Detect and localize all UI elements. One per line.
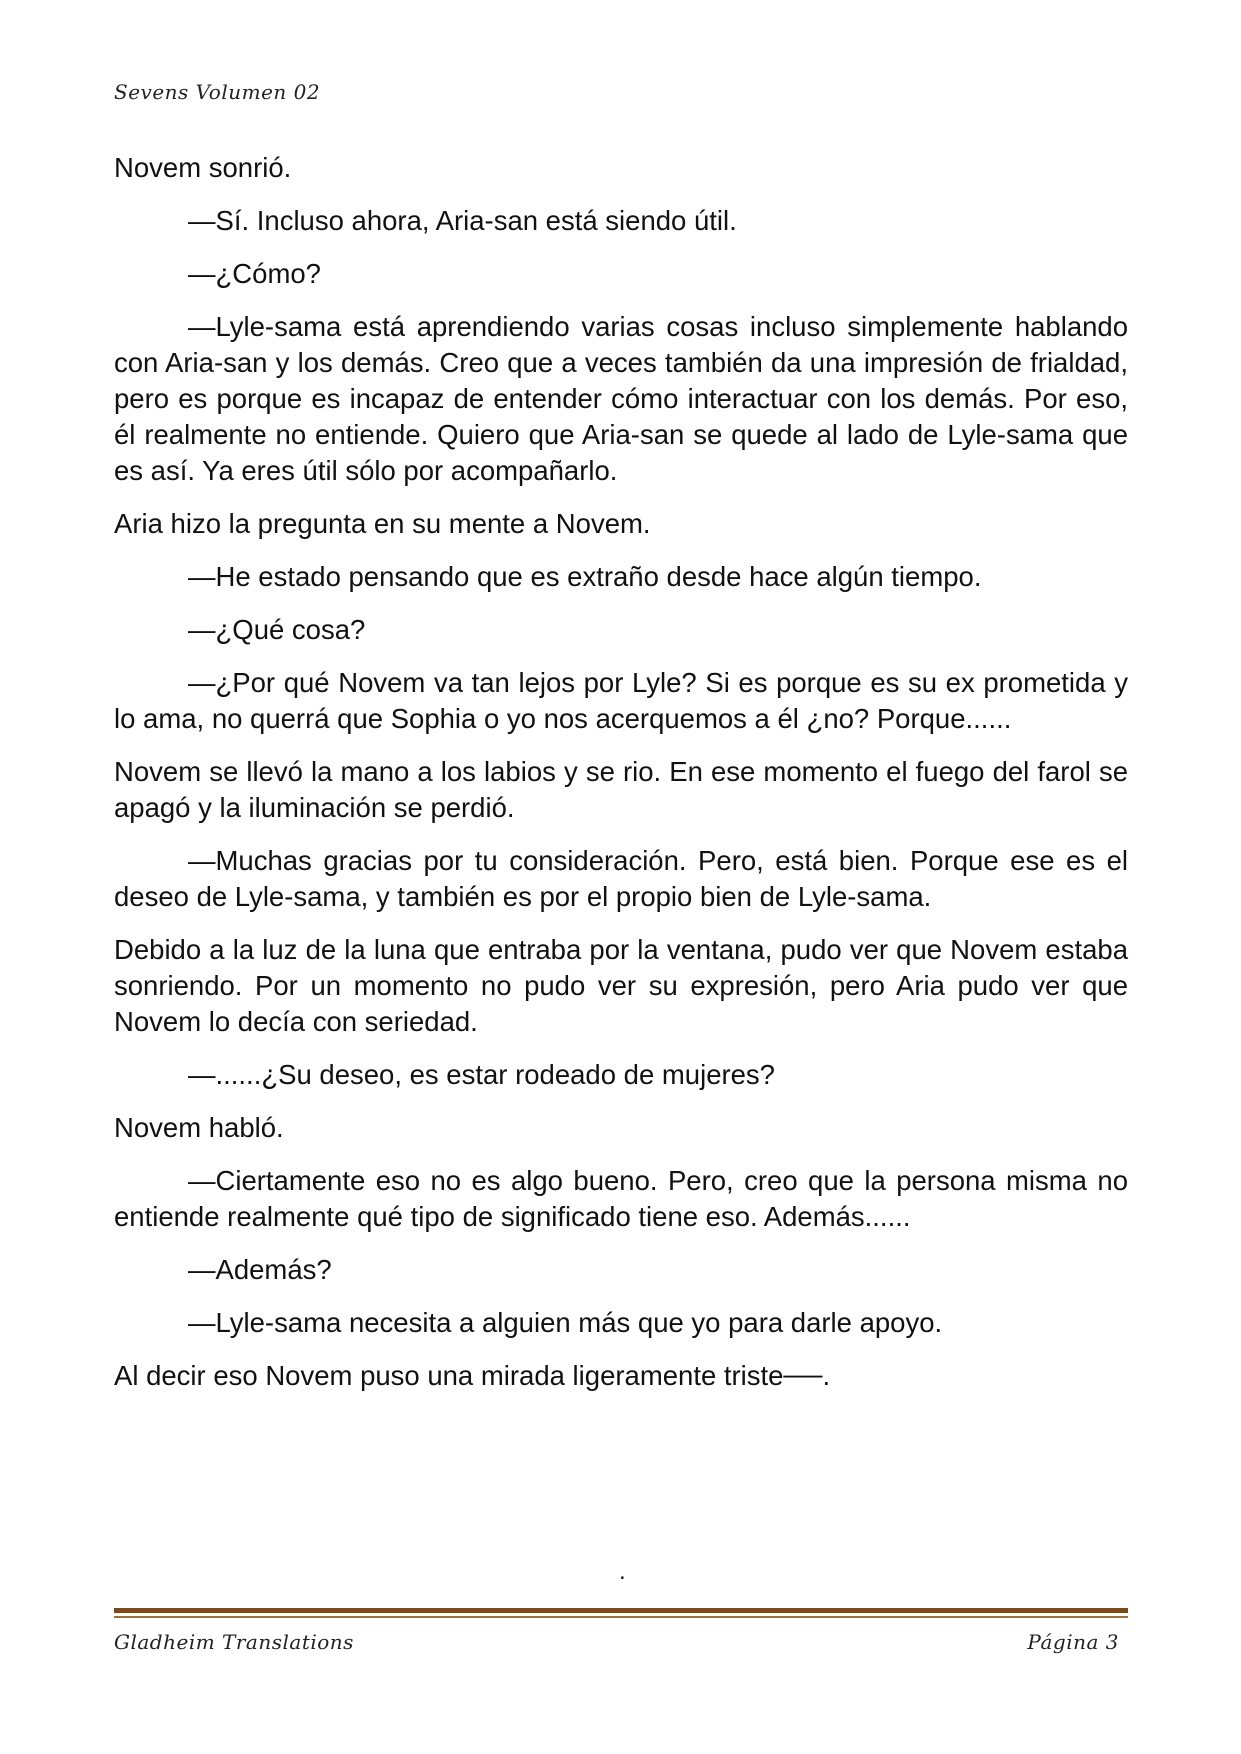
paragraph: —Lyle-sama necesita a alguien más que yo para darle apoyo. <box>188 1307 943 1338</box>
paragraph: —Sí. Incluso ahora, Aria-san está siendo útil. <box>188 205 737 236</box>
running-header: Sevens Volumen 02 <box>114 80 321 104</box>
paragraph: Novem habló. <box>114 1112 284 1143</box>
paragraph: Debido a la luz de la luna que entraba por la ventana, pudo ver que Novem estaba sonriendo. Por un momento no pudo ver su expresión, pero Aria pudo ver que Novem lo decía con seriedad. <box>114 934 1128 1037</box>
paragraph: —Muchas gracias por tu consideración. Pero, está bien. Porque ese es el deseo de Lyle-sama, y también es por el propio bien de Lyle-sama. <box>114 845 1128 912</box>
paragraph: —¿Cómo? <box>188 258 321 289</box>
footer-credit: Gladheim Translations <box>114 1630 354 1654</box>
paragraph: Novem sonrió. <box>114 152 292 183</box>
footer-rule <box>114 1608 1128 1613</box>
scene-separator: . <box>619 1558 626 1585</box>
paragraph: —Además? <box>188 1254 332 1285</box>
paragraph: Novem se llevó la mano a los labios y se rio. En ese momento el fuego del farol se apagó y la iluminación se perdió. <box>114 756 1128 823</box>
paragraph: Al decir eso Novem puso una mirada ligeramente triste──. <box>114 1360 831 1391</box>
paragraph: —¿Por qué Novem va tan lejos por Lyle? Si es porque es su ex prometida y lo ama, no querrá que Sophia o yo nos acerquemos a él ¿no? Porque...... <box>114 667 1128 734</box>
paragraph: —......¿Su deseo, es estar rodeado de mujeres? <box>188 1059 775 1090</box>
paragraph: Aria hizo la pregunta en su mente a Novem. <box>114 508 651 539</box>
body-text <box>114 150 1128 1411</box>
page-number: Página 3 <box>1027 1630 1119 1654</box>
paragraph: —Lyle-sama está aprendiendo varias cosas incluso simplemente hablando con Aria-san y los demás. Creo que a veces también da una impresión de frialdad, pero es porque es incapaz de entender cómo interactuar con los demás. Por eso, él realmente no entiende. Quiero que Aria-san se quede al lado de Lyle-sama que es así. Ya eres útil sólo por acompañarlo. <box>114 311 1128 486</box>
paragraph: —He estado pensando que es extraño desde hace algún tiempo. <box>188 561 982 592</box>
paragraph: —¿Qué cosa? <box>188 614 366 645</box>
paragraph: —Ciertamente eso no es algo bueno. Pero, creo que la persona misma no entiende realmente qué tipo de significado tiene eso. Además...... <box>114 1165 1128 1232</box>
footer-rule-thin <box>114 1616 1128 1618</box>
